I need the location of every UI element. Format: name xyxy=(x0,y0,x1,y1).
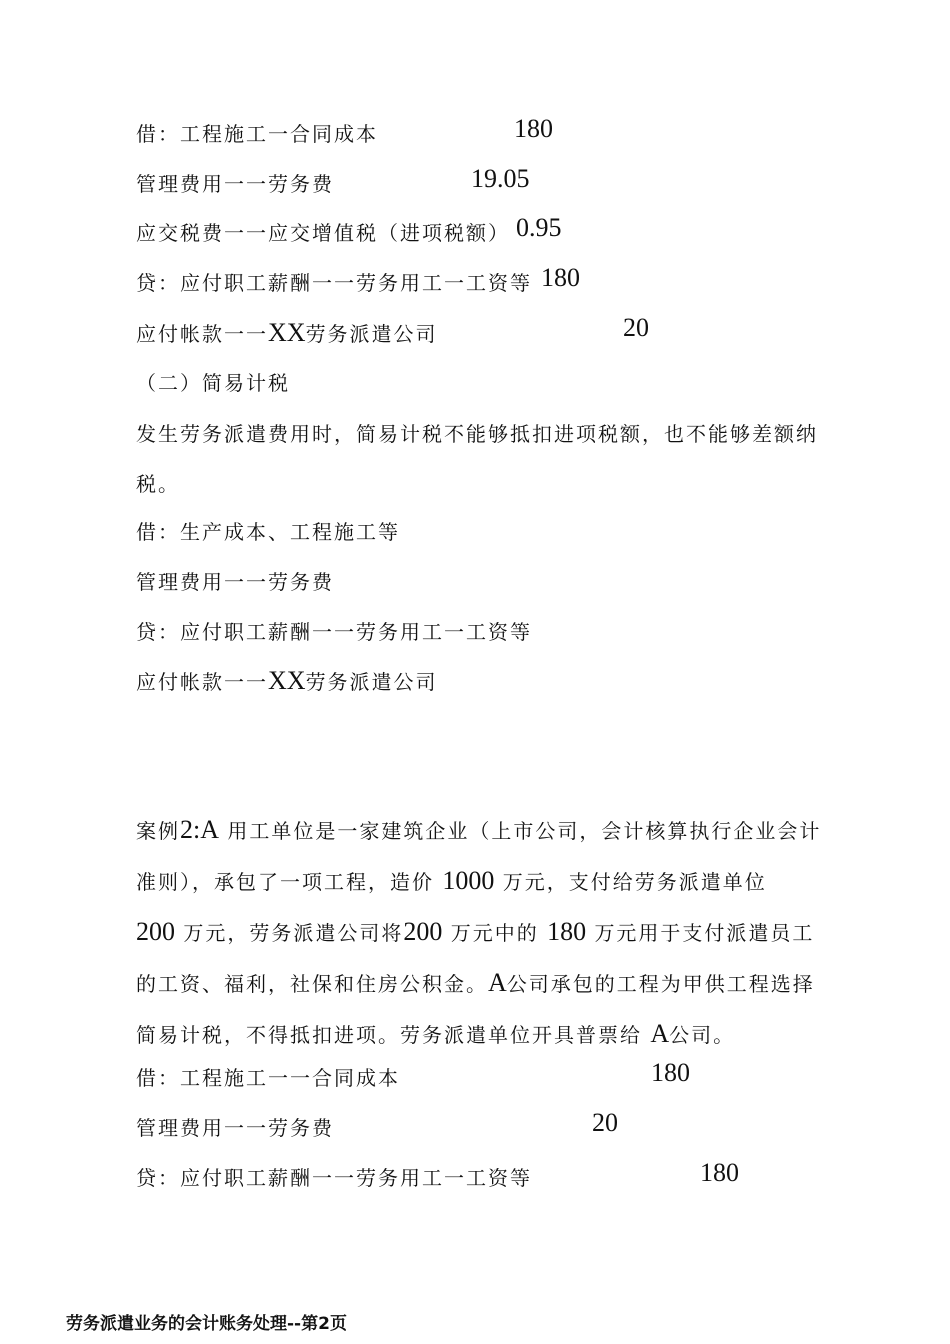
case-text: 万元中的 xyxy=(450,921,539,945)
entry-debit-production: 借：生产成本、工程施工等 xyxy=(136,520,400,544)
entry-label-suffix: 劳务派遣公司 xyxy=(305,322,438,346)
case-text: 案例 xyxy=(136,819,180,843)
entry-credit-payroll-3: 贷：应付职工薪酬一一劳务用工一工资等 xyxy=(136,1166,532,1190)
case-number: 180 xyxy=(547,917,587,946)
amount-admin-labor-3: 20 xyxy=(592,1108,618,1137)
case-number: 1000 xyxy=(442,866,495,895)
company-placeholder: XX xyxy=(268,666,306,695)
amount-credit-payroll-3: 180 xyxy=(700,1158,739,1187)
case-text: 万元，支付给劳务派遣单位 xyxy=(502,870,767,894)
entry-credit-payroll-2: 贷：应付职工薪酬一一劳务用工一工资等 xyxy=(136,620,532,644)
entry-label-suffix: 劳务派遣公司 xyxy=(305,670,438,694)
case-number: 200 xyxy=(136,917,175,946)
amount-credit-payroll: 180 xyxy=(541,263,580,292)
entry-admin-labor-2: 管理费用一一劳务费 xyxy=(136,570,334,594)
case-number: 200 xyxy=(403,917,443,946)
entry-accounts-payable xyxy=(136,320,438,346)
page-footer: 劳务派遣业务的会计账务处理--第2页 xyxy=(66,1314,347,1334)
amount-vat-input: 0.95 xyxy=(516,213,562,242)
entry-debit-contract-cost-2: 借：工程施工一一合同成本 xyxy=(136,1066,400,1090)
case-2-paragraph xyxy=(136,805,826,1060)
entry-admin-labor: 管理费用一一劳务费 xyxy=(136,172,334,196)
case-text: 万元，劳务派遣公司将 xyxy=(183,921,404,945)
amount-accounts-payable: 20 xyxy=(623,313,649,342)
entry-label-prefix: 应付帐款一一 xyxy=(136,322,268,346)
case-text: 公司。 xyxy=(669,1023,736,1047)
amount-contract-cost: 180 xyxy=(514,114,553,143)
case-number: A xyxy=(488,968,507,997)
company-placeholder: XX xyxy=(268,318,306,347)
case-number: 2:A xyxy=(180,815,219,844)
case-text: 公司承包的工程为甲供工程选择简易计税，不得抵扣进项。劳务派遣单位开具普票给 xyxy=(136,972,815,1047)
case-text: 用工单位是一家建筑企业（上市公司，会计核算执行企业会计准则），承包了一项工程，造价 xyxy=(136,819,822,894)
entry-vat-input: 应交税费一一应交增值税（进项税额） xyxy=(136,221,510,245)
entry-debit-contract-cost: 借：工程施工一合同成本 xyxy=(136,122,378,146)
simple-tax-description: 发生劳务派遣费用时，简易计税不能够抵扣进项税额，也不能够差额纳税。 xyxy=(136,422,818,496)
entry-admin-labor-3: 管理费用一一劳务费 xyxy=(136,1116,334,1140)
case-text: 万元用于支付派遣员工的工资、福利，社保和住房公积金。 xyxy=(136,921,815,996)
amount-contract-cost-2: 180 xyxy=(651,1058,690,1087)
case-number: A xyxy=(650,1019,670,1048)
section-heading-simple-tax: （二）简易计税 xyxy=(136,371,290,395)
amount-admin-labor: 19.05 xyxy=(471,164,530,193)
entry-credit-payroll: 贷：应付职工薪酬一一劳务用工一工资等 xyxy=(136,271,532,295)
entry-label-prefix: 应付帐款一一 xyxy=(136,670,268,694)
entry-accounts-payable-2 xyxy=(136,668,438,694)
